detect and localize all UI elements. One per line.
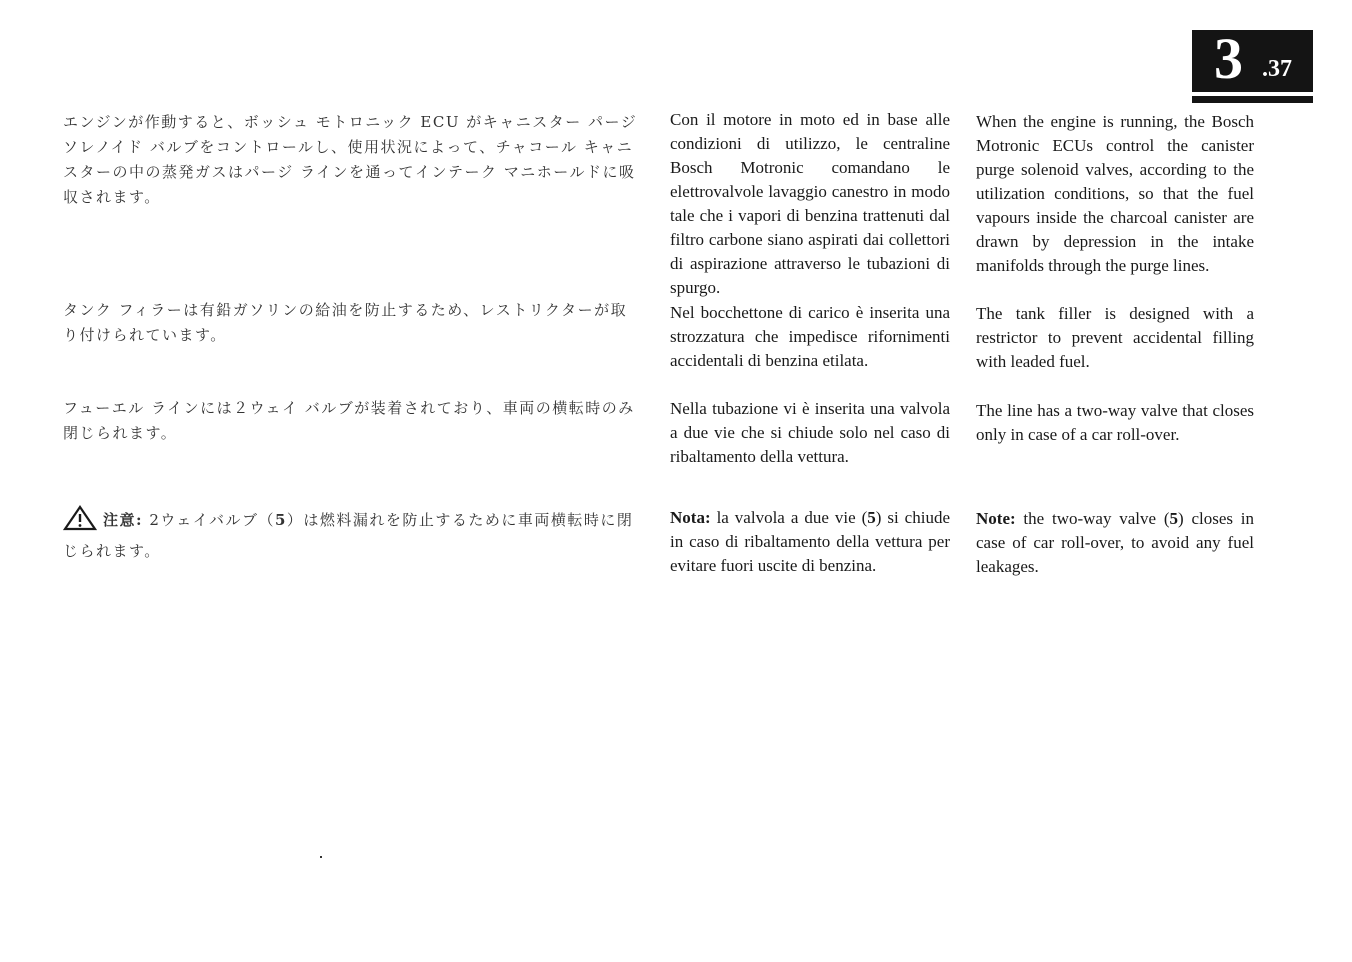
en-paragraph-2: The tank filler is designed with a restrictor to prevent accidental filling with leaded fuel. xyxy=(976,304,1254,371)
warning-triangle-icon xyxy=(63,505,97,539)
it-note-text-1: la valvola a due vie ( xyxy=(710,508,868,527)
it-paragraph-3: Nella tubazione vi è inserita una valvola a due vie che si chiude solo nel caso di ribaltamento della vettura. xyxy=(670,399,950,466)
it-paragraph-1: Con il motore in moto ed in base alle condizioni di utilizzo, le centraline Bosch Motronic comandano le elettrovalvole lavaggio canestro in modo tale che i vapori di benzina trattenuti dal filtro carbone siano aspirati dai collettori di aspirazione attraverso le tubazioni di spurgo. xyxy=(670,110,950,297)
en-note-text-1: the two-way valve ( xyxy=(1015,509,1170,528)
it-note-part-number: 5 xyxy=(867,508,876,527)
en-note-part-number: 5 xyxy=(1169,509,1178,528)
ja-paragraph-1: エンジンが作動すると、ボッシュ モトロニック ECU がキャニスター パージ ソレノイド バルブをコントロールし、使用状況によって、チャコール キャニスターの中の蒸発ガスはパージ ラインを通ってインテーク マニホールドに吸収されます。 xyxy=(63,113,638,206)
ja-note xyxy=(63,505,643,564)
en-paragraph-1: When the engine is running, the Bosch Motronic ECUs control the canister purge solenoid valves, according to the utilization conditions, so that the fuel vapours inside the charcoal canister are drawn by depression in the intake manifolds through the purge lines. xyxy=(976,112,1254,275)
page-number: .37 xyxy=(1262,56,1292,82)
it-note-text-2: ) si chiude in caso di ribaltamento della vettura per evitare fuori uscite di benzina. xyxy=(670,508,950,575)
en-note xyxy=(976,507,1254,579)
it-note-label: Nota: xyxy=(670,508,711,527)
ja-paragraph-3: フューエル ラインには２ウェイ バルブが装着されており、車両の横転時のみ閉じられます。 xyxy=(63,399,635,442)
chapter-number: 3 xyxy=(1214,26,1243,91)
ja-note-label: 注意: xyxy=(103,511,144,529)
en-note-label: Note: xyxy=(976,509,1016,528)
ja-note-text-2: ）は燃料漏れを防止するために車両横転時に閉じられます。 xyxy=(63,511,634,560)
en-paragraph-3: The line has a two-way valve that closes only in case of a car roll-over. xyxy=(976,401,1254,444)
it-paragraph-2: Nel bocchettone di carico è inserita una strozzatura che impedisce rifornimenti accidentali di benzina etilata. xyxy=(670,303,950,370)
page-number-badge xyxy=(1192,26,1313,92)
scan-artifact-dot xyxy=(320,856,322,858)
ja-note-part-number: 5 xyxy=(274,511,287,529)
badge-underline xyxy=(1192,96,1313,103)
it-note xyxy=(670,506,950,578)
ja-note-text-1: 2ウェイバルブ（ xyxy=(143,511,275,529)
ja-paragraph-2: タンク フィラーは有鉛ガソリンの給油を防止するため、レストリクターが取り付けられています。 xyxy=(63,301,628,344)
en-note-text-2: ) closes in case of car roll-over, to avoid any fuel leakages. xyxy=(976,509,1254,576)
